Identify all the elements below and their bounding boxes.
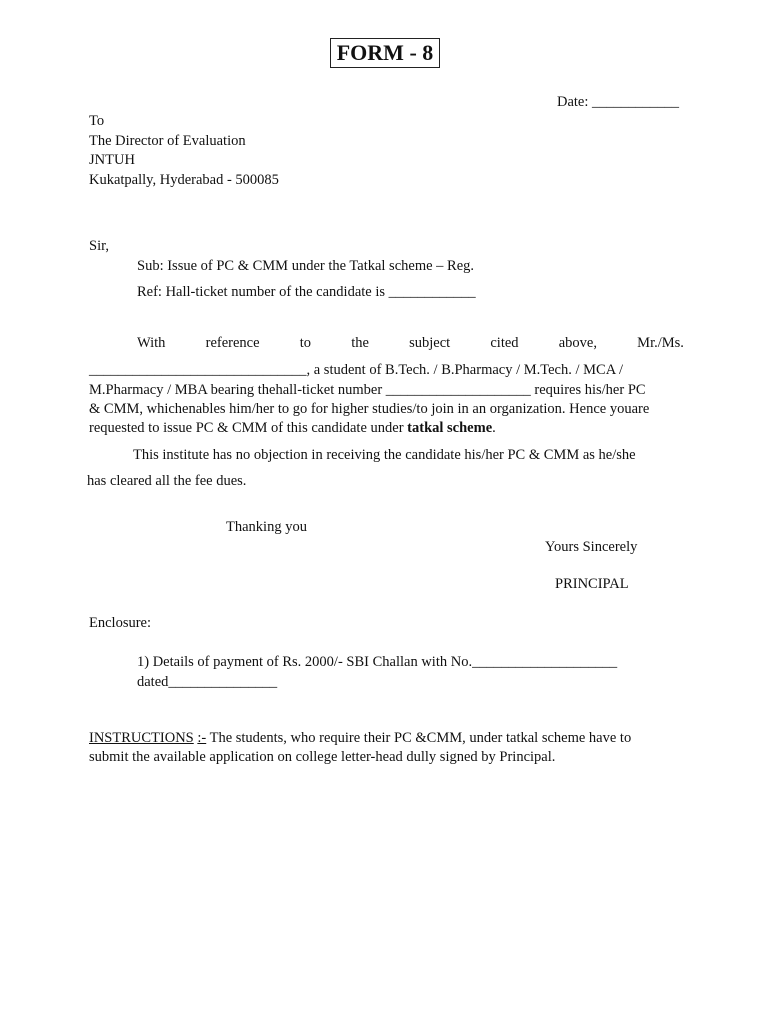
body-first-line bbox=[137, 335, 684, 352]
body-line-request bbox=[89, 420, 496, 437]
body-line-purpose: & CMM, whichenables him/her to go for higher studies/to join in an organization. Hence youare bbox=[89, 401, 650, 417]
address-line-director: The Director of Evaluation bbox=[89, 133, 246, 149]
instructions-text: The students, who require their PC &CMM, under tatkal scheme have to bbox=[206, 730, 632, 746]
address-line-university: JNTUH bbox=[89, 152, 135, 168]
thanking-line: Thanking you bbox=[226, 519, 307, 535]
subject-line: Sub: Issue of PC & CMM under the Tatkal scheme – Reg. bbox=[137, 258, 475, 274]
instructions-line bbox=[89, 730, 631, 747]
tatkal-scheme-emphasis: tatkal scheme bbox=[407, 420, 493, 436]
reference-line: Ref: Hall-ticket number of the candidate is ____________ bbox=[137, 284, 476, 300]
enclosure-label: Enclosure: bbox=[89, 615, 152, 631]
address-line-to: To bbox=[89, 113, 105, 129]
instructions-label: INSTRUCTIONS bbox=[89, 730, 194, 746]
no-objection-line-2: has cleared all the fee dues. bbox=[87, 473, 247, 489]
salutation: Sir, bbox=[89, 238, 109, 254]
signatory: PRINCIPAL bbox=[555, 576, 629, 592]
instructions-line-2: submit the available application on college letter-head dully signed by Principal. bbox=[89, 749, 556, 765]
body-word: With bbox=[137, 335, 166, 351]
address-line-city: Kukatpally, Hyderabad - 500085 bbox=[89, 172, 279, 188]
body-line-student: ______________________________, a student of B.Tech. / B.Pharmacy / M.Tech. / MCA / bbox=[89, 362, 624, 378]
body-word: Mr./Ms. bbox=[637, 335, 684, 351]
enclosure-item: 1) Details of payment of Rs. 2000/- SBI Challan with No.____________________ bbox=[137, 654, 618, 670]
body-word: cited bbox=[490, 335, 519, 351]
body-request-end: . bbox=[492, 420, 496, 436]
body-line-hallticket: M.Pharmacy / MBA bearing thehall-ticket number ____________________ requires his/her PC bbox=[89, 382, 646, 398]
body-word: to bbox=[299, 335, 311, 351]
date-field: Date: ____________ bbox=[557, 94, 680, 110]
enclosure-item-dated: dated_______________ bbox=[137, 674, 278, 690]
body-word: subject bbox=[409, 335, 451, 351]
body-word: the bbox=[351, 335, 369, 351]
body-word: above, bbox=[558, 335, 597, 351]
closing-line: Yours Sincerely bbox=[545, 539, 638, 555]
form-title: FORM - 8 bbox=[330, 38, 440, 68]
body-request-text: requested to issue PC & CMM of this candidate under bbox=[89, 420, 408, 436]
instructions-separator: :- bbox=[197, 730, 207, 746]
body-word: reference bbox=[205, 335, 260, 351]
no-objection-line: This institute has no objection in receiving the candidate his/her PC & CMM as he/she bbox=[133, 447, 636, 463]
